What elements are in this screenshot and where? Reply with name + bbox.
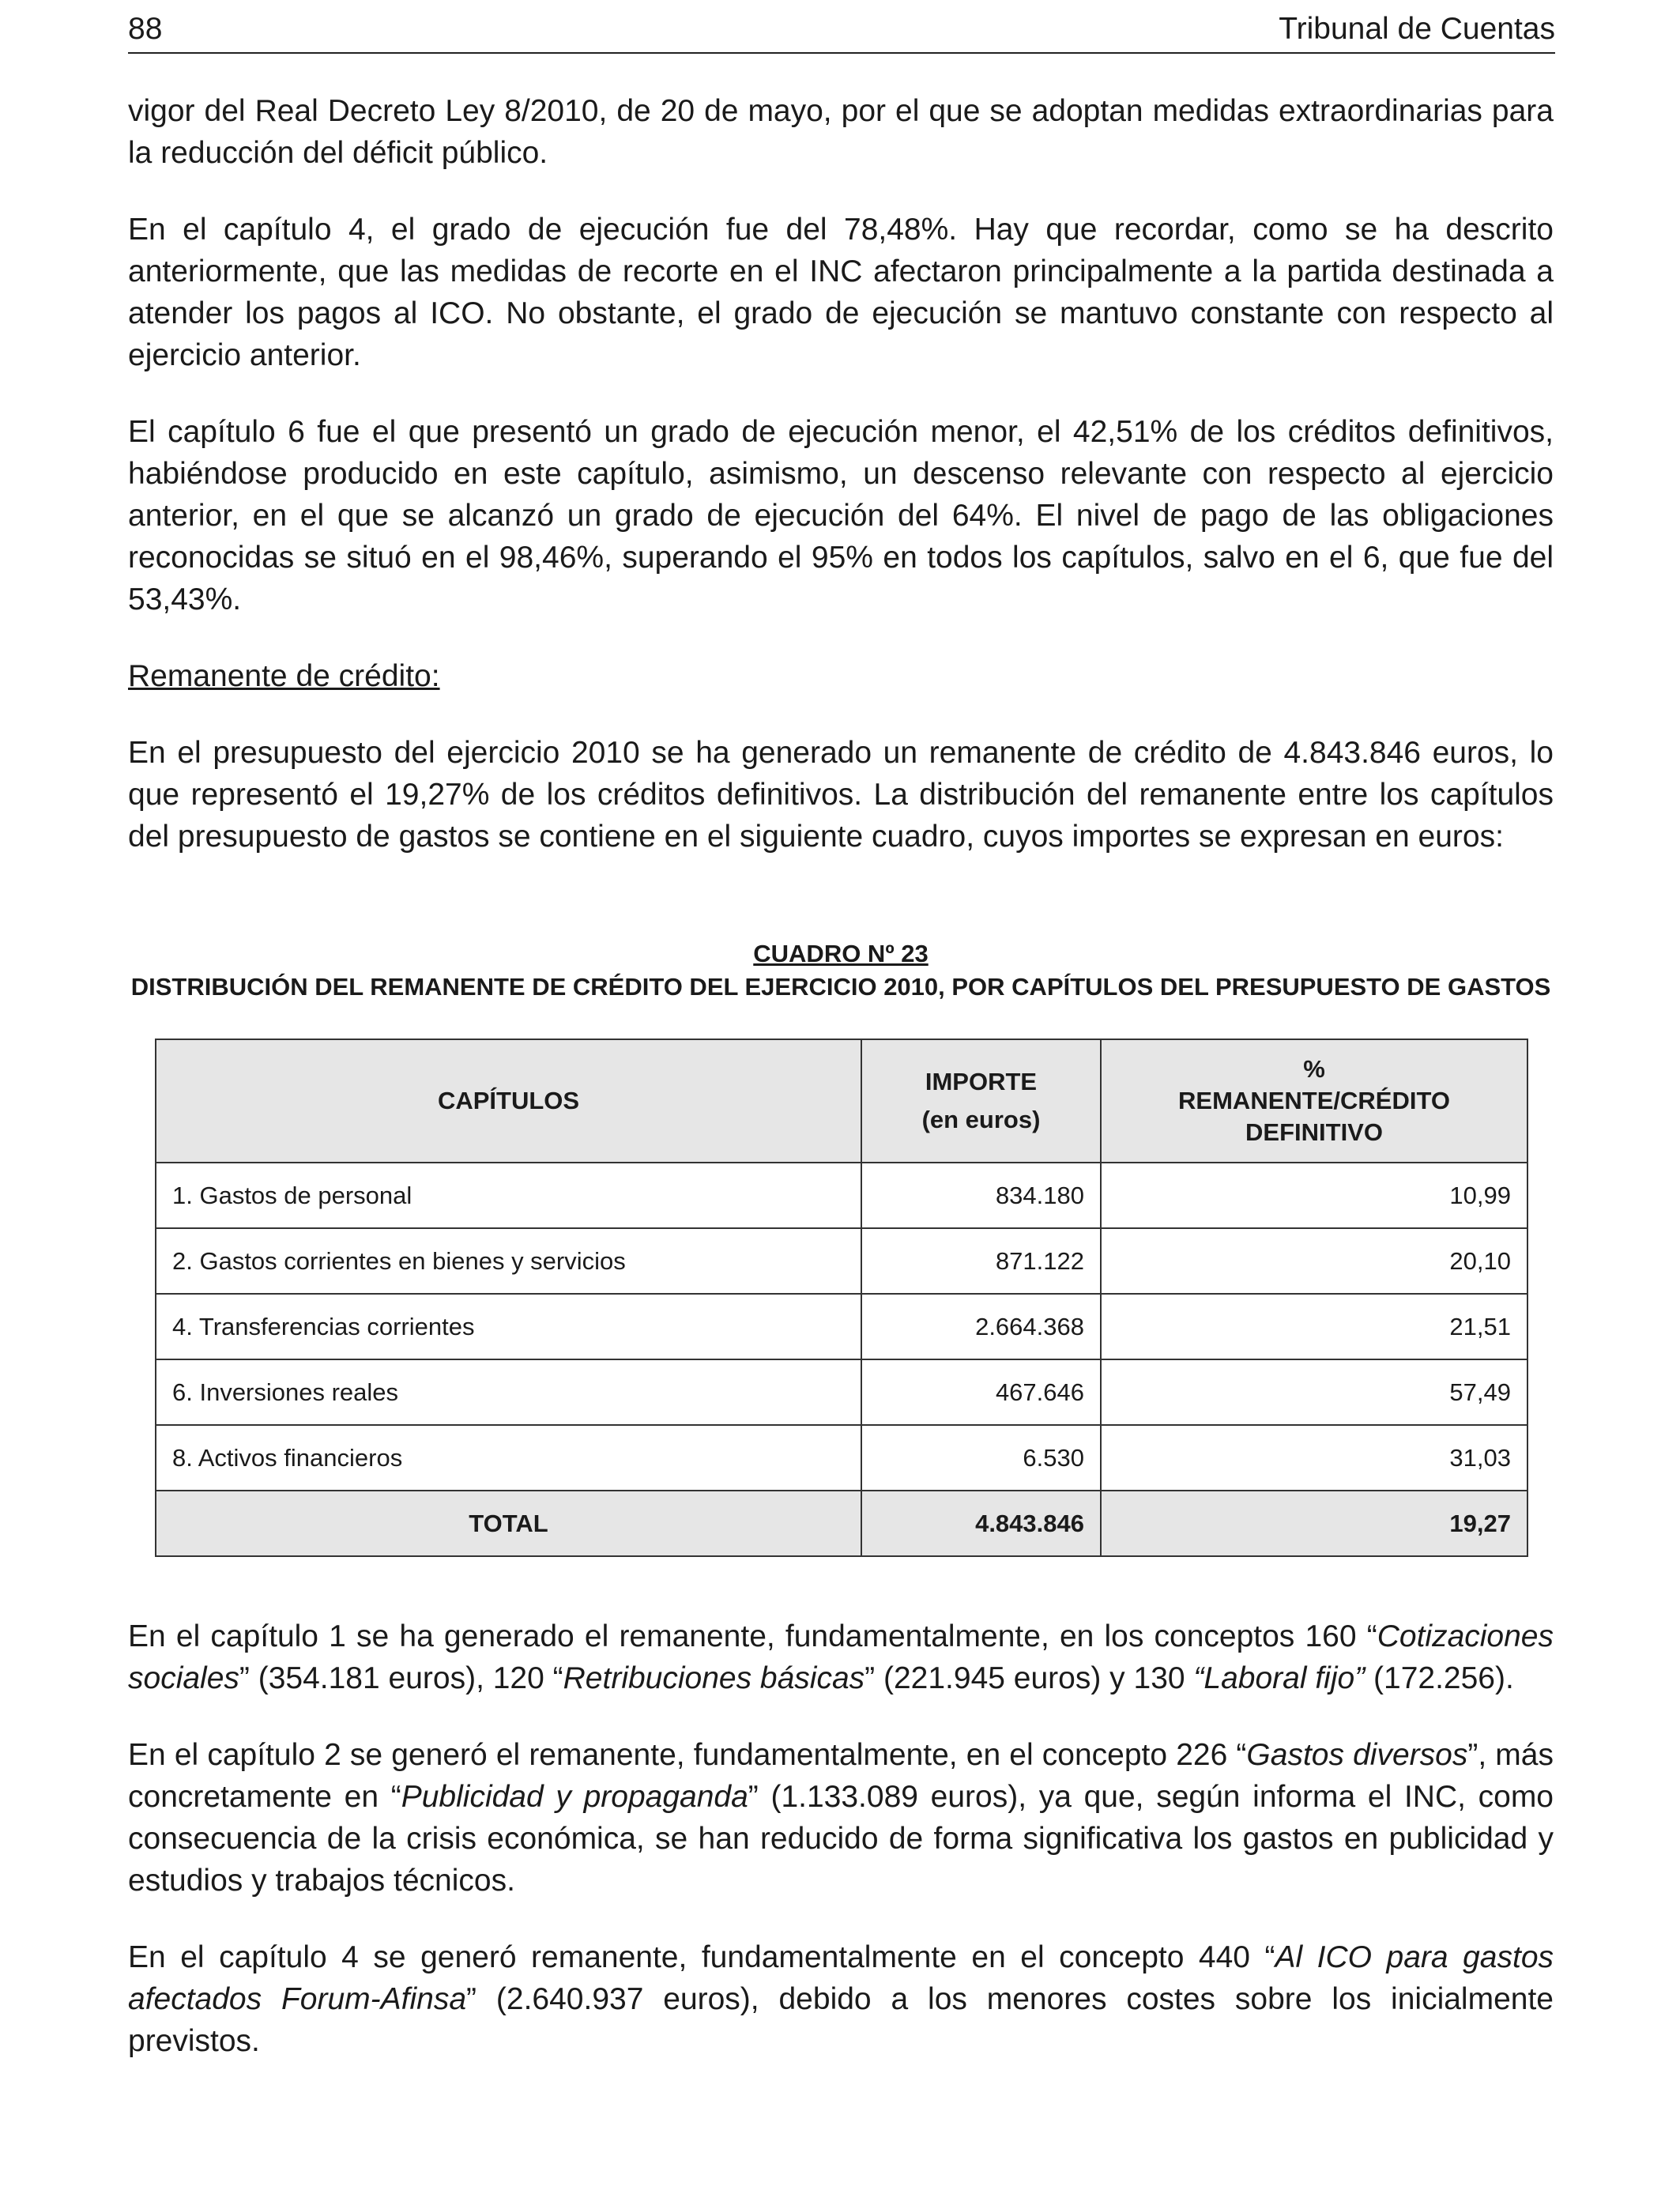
row-label: 2. Gastos corrientes en bienes y servicios bbox=[156, 1228, 861, 1294]
row-importe: 871.122 bbox=[861, 1228, 1101, 1294]
header-importe-unit: (en euros) bbox=[921, 1106, 1041, 1133]
paragraph-chapter-4: En el capítulo 4, el grado de ejecución fue del 78,48%. Hay que recordar, como se ha descrito anteriormente, que las medidas de recorte en el INC afectaron principalmente a la partida destinada a atender los pagos al ICO. No obstante, el grado de ejecución se mantuvo constante con respecto al ejercicio anterior. bbox=[128, 213, 1554, 372]
header-capitulos: CAPÍTULOS bbox=[156, 1039, 861, 1163]
row-pct: 10,99 bbox=[1101, 1163, 1527, 1228]
paragraph-decree: vigor del Real Decreto Ley 8/2010, de 20 de mayo, por el que se adoptan medidas extraordinarias para la reducción del déficit público. bbox=[128, 94, 1554, 170]
table-row bbox=[156, 1163, 1527, 1228]
row-pct: 31,03 bbox=[1101, 1425, 1527, 1491]
table-row bbox=[156, 1359, 1527, 1425]
total-pct: 19,27 bbox=[1101, 1491, 1527, 1556]
total-importe: 4.843.846 bbox=[861, 1491, 1101, 1556]
row-pct: 57,49 bbox=[1101, 1359, 1527, 1425]
header-pct-line2: REMANENTE/CRÉDITO bbox=[1178, 1087, 1450, 1114]
header-pct-symbol: % bbox=[1303, 1055, 1325, 1083]
body-text-top bbox=[128, 90, 1554, 858]
table-row bbox=[156, 1294, 1527, 1359]
row-importe: 834.180 bbox=[861, 1163, 1101, 1228]
paragraph-chapter-1-remanente: En el capítulo 1 se ha generado el remanente, fundamentalmente, en los conceptos 160 “Cotizaciones sociales” (354.181 euros), 120 “Retribuciones básicas” (221.945 euros) y 130 “Laboral fijo” (172.256). bbox=[128, 1619, 1554, 1695]
row-label: 4. Transferencias corrientes bbox=[156, 1294, 861, 1359]
row-importe: 467.646 bbox=[861, 1359, 1101, 1425]
header-pct-line3: DEFINITIVO bbox=[1245, 1118, 1383, 1146]
paragraph-chapter-6: El capítulo 6 fue el que presentó un grado de ejecución menor, el 42,51% de los créditos definitivos, habiéndose producido en este capítulo, asimismo, un descenso relevante con respecto al ejercicio anterior, en el que se alcanzó un grado de ejecución del 64%. El nivel de pago de las obligaciones reconocidas se situó en el 98,46%, superando el 95% en todos los capítulos, salvo en el 6, que fue del 53,43%. bbox=[128, 415, 1554, 616]
table-total-row bbox=[156, 1491, 1527, 1556]
table-header-row bbox=[156, 1039, 1527, 1163]
body-text-bottom bbox=[128, 1615, 1554, 2062]
row-importe: 6.530 bbox=[861, 1425, 1101, 1491]
paragraph-chapter-4-remanente: En el capítulo 4 se generó remanente, fundamentalmente en el concepto 440 “Al ICO para gastos afectados Forum-Afinsa” (2.640.937 euros), debido a los menores costes sobre los inicialmente previstos. bbox=[128, 1940, 1554, 2058]
header-importe bbox=[861, 1039, 1101, 1163]
row-pct: 20,10 bbox=[1101, 1228, 1527, 1294]
page-header bbox=[128, 11, 1555, 54]
table-caption bbox=[128, 937, 1554, 1004]
page-number: 88 bbox=[128, 12, 163, 46]
paragraph-remanente: En el presupuesto del ejercicio 2010 se ha generado un remanente de crédito de 4.843.846 euros, lo que representó el 19,27% de los créditos definitivos. La distribución del remanente entre los capítulos del presupuesto de gastos se contiene en el siguiente cuadro, cuyos importes se expresan en euros: bbox=[128, 736, 1554, 854]
table-row bbox=[156, 1425, 1527, 1491]
remanente-table bbox=[155, 1039, 1528, 1557]
paragraph-chapter-2-remanente: En el capítulo 2 se generó el remanente, fundamentalmente, en el concepto 226 “Gastos diversos”, más concretamente en “Publicidad y propaganda” (1.133.089 euros), ya que, según informa el INC, como consecuencia de la crisis económica, se han reducido de forma significativa los gastos en publicidad y estudios y trabajos técnicos. bbox=[128, 1738, 1554, 1898]
row-label: 1. Gastos de personal bbox=[156, 1163, 861, 1228]
header-importe-label: IMPORTE bbox=[925, 1068, 1038, 1095]
row-label: 6. Inversiones reales bbox=[156, 1359, 861, 1425]
section-subheading: Remanente de crédito: bbox=[128, 659, 440, 693]
total-label: TOTAL bbox=[156, 1491, 861, 1556]
row-importe: 2.664.368 bbox=[861, 1294, 1101, 1359]
table-title: DISTRIBUCIÓN DEL REMANENTE DE CRÉDITO DEL EJERCICIO 2010, POR CAPÍTULOS DEL PRESUPUESTO DE GASTOS bbox=[130, 973, 1551, 1001]
table-row bbox=[156, 1228, 1527, 1294]
row-label: 8. Activos financieros bbox=[156, 1425, 861, 1491]
row-pct: 21,51 bbox=[1101, 1294, 1527, 1359]
header-porcentaje bbox=[1101, 1039, 1527, 1163]
table-number: CUADRO Nº 23 bbox=[753, 940, 929, 967]
header-title: Tribunal de Cuentas bbox=[1279, 12, 1555, 46]
